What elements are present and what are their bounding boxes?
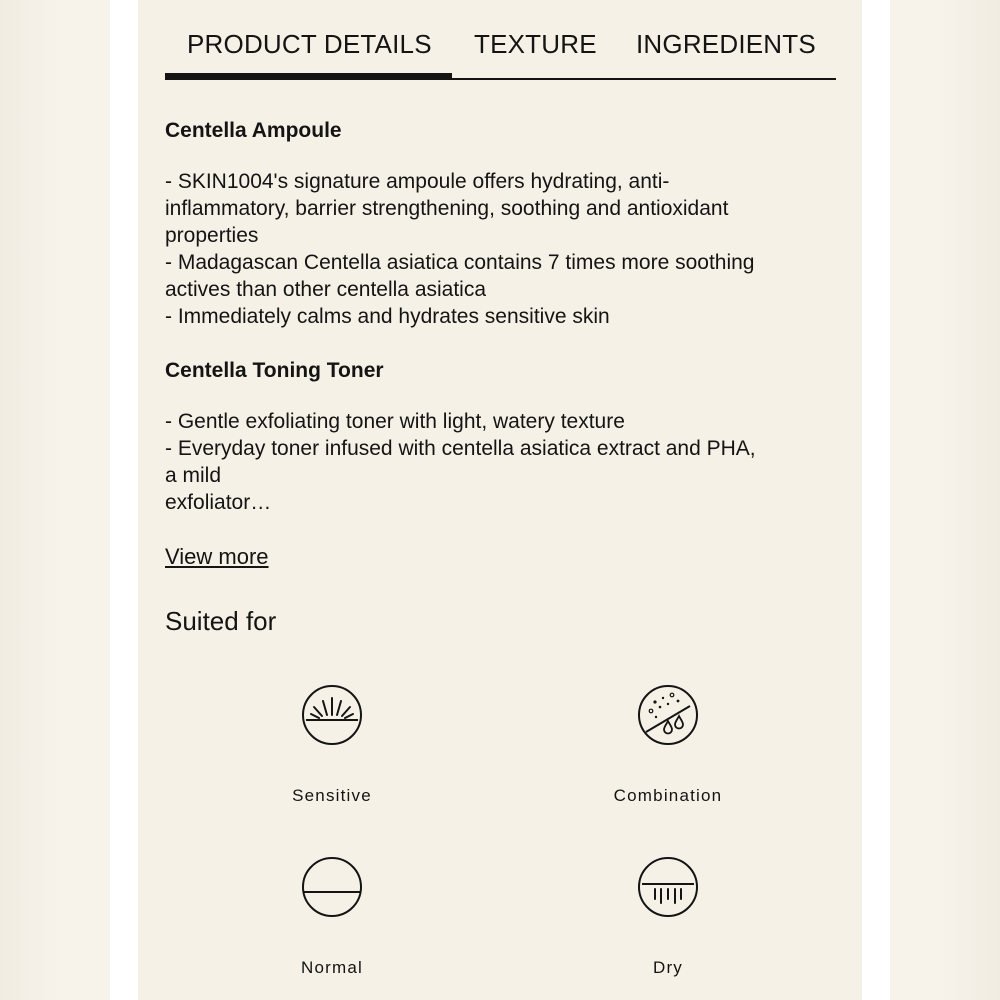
suited-for-title: Suited for [165,606,277,636]
section-body-ampoule [165,168,845,330]
combination-skin-icon [637,684,699,746]
right-frame-band [862,0,890,1000]
section-title-toner: Centella Toning Toner [165,359,384,382]
product-info-panel [138,0,862,1000]
text-line: - Madagascan Centella asiatica contains 7 times more soothing [165,251,755,274]
tab-product-details[interactable]: PRODUCT DETAILS [187,29,432,59]
sensitive-skin-icon [301,684,363,746]
tab-ingredients[interactable]: INGREDIENTS [636,29,816,59]
skin-type-sensitive [232,684,432,806]
product-details-content [165,114,845,574]
text-line: properties [165,224,259,247]
text-line: exfoliator… [165,491,272,514]
active-tab-indicator [165,73,452,79]
section-title-ampoule: Centella Ampoule [165,119,342,142]
skin-type-label: Sensitive [292,786,372,805]
text-line: a mild [165,464,222,487]
left-frame-band [110,0,138,1000]
tab-texture[interactable]: TEXTURE [474,29,597,59]
section-body-toner [165,408,845,516]
text-line: actives than other centella asiatica [165,278,487,301]
view-more-link[interactable]: View more [165,544,269,569]
skin-type-label: Dry [652,958,684,977]
skin-type-dry [568,856,768,978]
skin-type-combination [568,684,768,806]
skin-type-normal [232,856,432,978]
normal-skin-icon [301,856,363,918]
skin-type-label: Combination [613,786,723,805]
tab-bar [165,0,836,80]
text-line: inflammatory, barrier strengthening, soothing and antioxidant [165,197,729,220]
text-line: - SKIN1004's signature ampoule offers hydrating, anti- [165,170,670,193]
skin-type-label: Normal [301,958,363,977]
text-line: - Immediately calms and hydrates sensitive skin [165,305,610,328]
text-line: - Everyday toner infused with centella asiatica extract and PHA, [165,437,756,460]
dry-skin-icon [637,856,699,918]
text-line: - Gentle exfoliating toner with light, watery texture [165,410,625,433]
